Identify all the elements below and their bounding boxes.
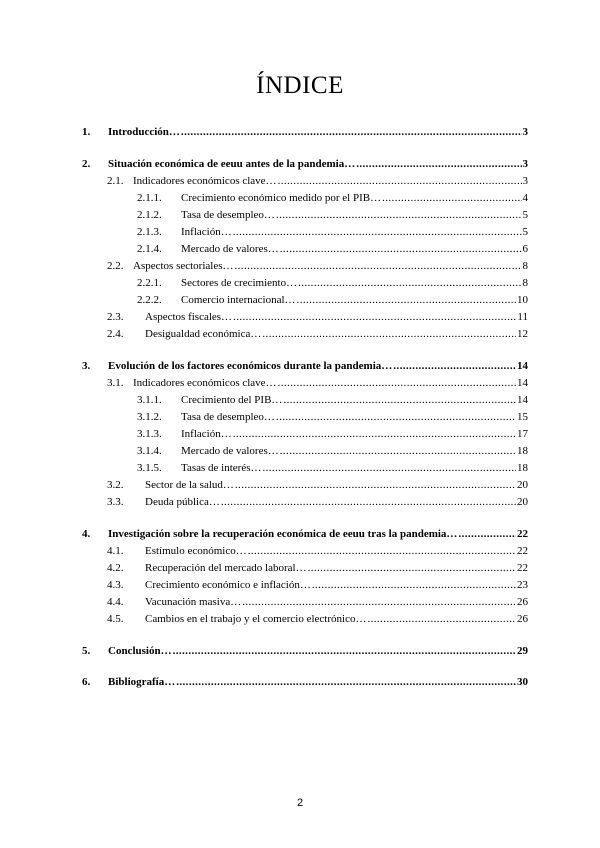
toc-entry-number: 2.1.2.	[137, 209, 162, 221]
toc-leader-dots	[262, 328, 516, 340]
toc-leader-dots	[278, 175, 522, 187]
toc-entry-number: 3.1.4.	[137, 445, 162, 457]
toc-leader-dots	[235, 479, 516, 491]
toc-leader-dots	[308, 562, 516, 574]
toc-leader-dots	[276, 411, 516, 423]
toc-leader-dots	[233, 428, 516, 440]
toc-entry-title: Tasa de desempleo…	[181, 411, 275, 423]
toc-leader-dots	[298, 277, 521, 289]
toc-entry[interactable]	[137, 394, 528, 406]
toc-entry[interactable]	[107, 260, 528, 272]
toc-entry-title: Introducción…	[108, 126, 180, 138]
toc-entry-number: 3.3.	[107, 496, 124, 508]
toc-entry-number: 4.	[82, 528, 91, 540]
toc-entry-number: 2.2.	[107, 260, 124, 272]
toc-leader-dots	[278, 377, 516, 389]
toc-entry-page: 18	[517, 462, 528, 474]
toc-entry-page: 30	[517, 676, 528, 688]
toc-entry-page: 5	[522, 226, 528, 238]
toc-entry-number: 3.1.5.	[137, 462, 162, 474]
toc-leader-dots	[233, 226, 522, 238]
toc-leader-dots	[367, 613, 516, 625]
toc-entry-title: Bibliografía…	[108, 676, 176, 688]
toc-entry[interactable]	[107, 562, 528, 574]
toc-entry-title: Situación económica de eeuu antes de la pandemia…	[108, 158, 356, 170]
toc-entry-page: 3	[522, 175, 528, 187]
toc-entry-number: 6.	[82, 676, 91, 688]
toc-entry[interactable]	[107, 377, 528, 389]
toc-entry-page: 15	[517, 411, 528, 423]
toc-entry-page: 14	[517, 377, 528, 389]
toc-entry-title: Deuda pública…	[145, 496, 220, 508]
toc-entry-number: 2.3.	[107, 311, 124, 323]
toc-entry-title: Vacunación masiva…	[145, 596, 242, 608]
toc-entry-title: Crecimiento del PIB…	[181, 394, 283, 406]
toc-entry-page: 14	[517, 394, 528, 406]
toc-entry[interactable]	[107, 596, 528, 608]
toc-entry-number: 2.1.	[107, 175, 124, 187]
toc-entry[interactable]	[107, 175, 528, 187]
toc-entry-title: Conclusión…	[108, 645, 172, 657]
toc-entry[interactable]	[82, 645, 528, 657]
toc-entry-number: 3.2.	[107, 479, 124, 491]
toc-leader-dots	[176, 676, 516, 688]
toc-entry-title: Inflación…	[181, 428, 232, 440]
toc-entry-title: Investigación sobre la recuperación económica de eeuu tras la pandemia…	[108, 528, 458, 540]
toc-leader-dots	[276, 209, 522, 221]
toc-leader-dots	[283, 394, 516, 406]
toc-entry-title: Tasas de interés…	[181, 462, 262, 474]
toc-entry-page: 8	[522, 260, 528, 272]
toc-entry-number: 3.1.	[107, 377, 124, 389]
toc-entry[interactable]	[107, 328, 528, 340]
toc-entry[interactable]	[82, 158, 528, 170]
toc-entry-number: 4.2.	[107, 562, 124, 574]
toc-leader-dots	[248, 545, 516, 557]
toc-entry-number: 4.4.	[107, 596, 124, 608]
toc-leader-dots	[181, 126, 522, 138]
toc-leader-dots	[233, 311, 516, 323]
toc-entry-number: 4.1.	[107, 545, 124, 557]
toc-entry-page: 11	[517, 311, 528, 323]
toc-entry-title: Sectores de crecimiento…	[181, 277, 298, 289]
toc-leader-dots	[356, 158, 521, 170]
toc-entry-number: 3.1.2.	[137, 411, 162, 423]
toc-entry-page: 5	[522, 209, 528, 221]
toc-entry-number: 4.3.	[107, 579, 124, 591]
toc-entry[interactable]	[137, 243, 528, 255]
toc-entry-number: 4.5.	[107, 613, 124, 625]
toc-entry-title: Aspectos sectoriales…	[133, 260, 234, 272]
toc-entry-number: 2.1.3.	[137, 226, 162, 238]
toc-entry-title: Recuperación del mercado laboral…	[145, 562, 307, 574]
toc-leader-dots	[382, 192, 521, 204]
toc-entry[interactable]	[82, 676, 528, 688]
toc-entry-page: 12	[517, 328, 528, 340]
toc-entry-page: 3	[522, 158, 528, 170]
toc-entry-number: 2.1.4.	[137, 243, 162, 255]
toc-entry-title: Indicadores económicos clave…	[133, 377, 277, 389]
toc-entry-title: Inflación…	[181, 226, 232, 238]
toc-leader-dots	[235, 260, 522, 272]
toc-entry-title: Aspectos fiscales…	[145, 311, 233, 323]
toc-entry-title: Evolución de los factores económicos durante la pandemia…	[108, 360, 393, 372]
toc-entry-page: 22	[517, 545, 528, 557]
toc-entry-title: Crecimiento económico medido por el PIB…	[181, 192, 382, 204]
toc-entry[interactable]	[107, 579, 528, 591]
toc-entry-number: 3.1.3.	[137, 428, 162, 440]
toc-entry[interactable]	[137, 277, 528, 289]
toc-entry-page: 20	[517, 496, 528, 508]
toc-entry[interactable]	[82, 528, 528, 540]
toc-entry-page: 14	[517, 360, 528, 372]
toc-entry-page: 4	[522, 192, 528, 204]
toc-leader-dots	[312, 579, 516, 591]
toc-entry-page: 10	[517, 294, 528, 306]
toc-entry-page: 26	[517, 596, 528, 608]
toc-entry-number: 2.	[82, 158, 91, 170]
toc-entry[interactable]	[137, 209, 528, 221]
toc-leader-dots	[173, 645, 516, 657]
toc-entry[interactable]	[82, 126, 528, 138]
toc-leader-dots	[221, 496, 516, 508]
toc-entry-page: 3	[522, 126, 528, 138]
toc-entry-page: 8	[522, 277, 528, 289]
toc-entry-page: 20	[517, 479, 528, 491]
toc-entry[interactable]	[137, 226, 528, 238]
toc-entry-number: 3.	[82, 360, 91, 372]
toc-entry-page: 23	[517, 579, 528, 591]
toc-entry-number: 2.4.	[107, 328, 124, 340]
toc-entry[interactable]	[107, 613, 528, 625]
toc-entry[interactable]	[137, 192, 528, 204]
toc-leader-dots	[280, 445, 516, 457]
toc-leader-dots	[458, 528, 516, 540]
toc-leader-dots	[393, 360, 516, 372]
toc-entry[interactable]	[137, 411, 528, 423]
toc-entry-number: 2.2.2.	[137, 294, 162, 306]
toc-entry-title: Tasa de desempleo…	[181, 209, 275, 221]
page-number: 2	[296, 797, 304, 809]
toc-entry-title: Sector de la salud…	[145, 479, 234, 491]
toc-entry-title: Indicadores económicos clave…	[133, 175, 277, 187]
toc-entry-title: Mercado de valores…	[181, 445, 279, 457]
toc-entry[interactable]	[107, 479, 528, 491]
toc-entry-number: 5.	[82, 645, 91, 657]
toc-entry[interactable]	[107, 545, 528, 557]
toc-entry[interactable]	[137, 294, 528, 306]
toc-entry-page: 17	[517, 428, 528, 440]
toc-entry-page: 18	[517, 445, 528, 457]
toc-entry-title: Mercado de valores…	[181, 243, 279, 255]
toc-leader-dots	[242, 596, 516, 608]
toc-leader-dots	[262, 462, 516, 474]
toc-entry-page: 6	[522, 243, 528, 255]
toc-entry-title: Estímulo económico…	[145, 545, 247, 557]
toc-entry-page: 29	[517, 645, 528, 657]
toc-entry-number: 3.1.1.	[137, 394, 162, 406]
toc-entry[interactable]	[137, 445, 528, 457]
toc-entry[interactable]	[137, 428, 528, 440]
toc-entry-title: Comercio internacional…	[181, 294, 296, 306]
toc-entry-page: 22	[517, 528, 528, 540]
toc-entry-number: 2.2.1.	[137, 277, 162, 289]
toc-entry-title: Desigualdad económica…	[145, 328, 262, 340]
toc-entry[interactable]	[107, 496, 528, 508]
page-title: ÍNDICE	[256, 72, 344, 99]
toc-entry-title: Cambios en el trabajo y el comercio electrónico…	[145, 613, 367, 625]
toc-leader-dots	[297, 294, 516, 306]
toc-entry-number: 2.1.1.	[137, 192, 162, 204]
toc-entry-page: 22	[517, 562, 528, 574]
toc-entry-number: 1.	[82, 126, 91, 138]
toc-entry[interactable]	[137, 462, 528, 474]
toc-entry[interactable]	[82, 360, 528, 372]
toc-leader-dots	[280, 243, 522, 255]
toc-entry[interactable]	[107, 311, 528, 323]
toc-entry-page: 26	[517, 613, 528, 625]
toc-entry-title: Crecimiento económico e inflación…	[145, 579, 311, 591]
